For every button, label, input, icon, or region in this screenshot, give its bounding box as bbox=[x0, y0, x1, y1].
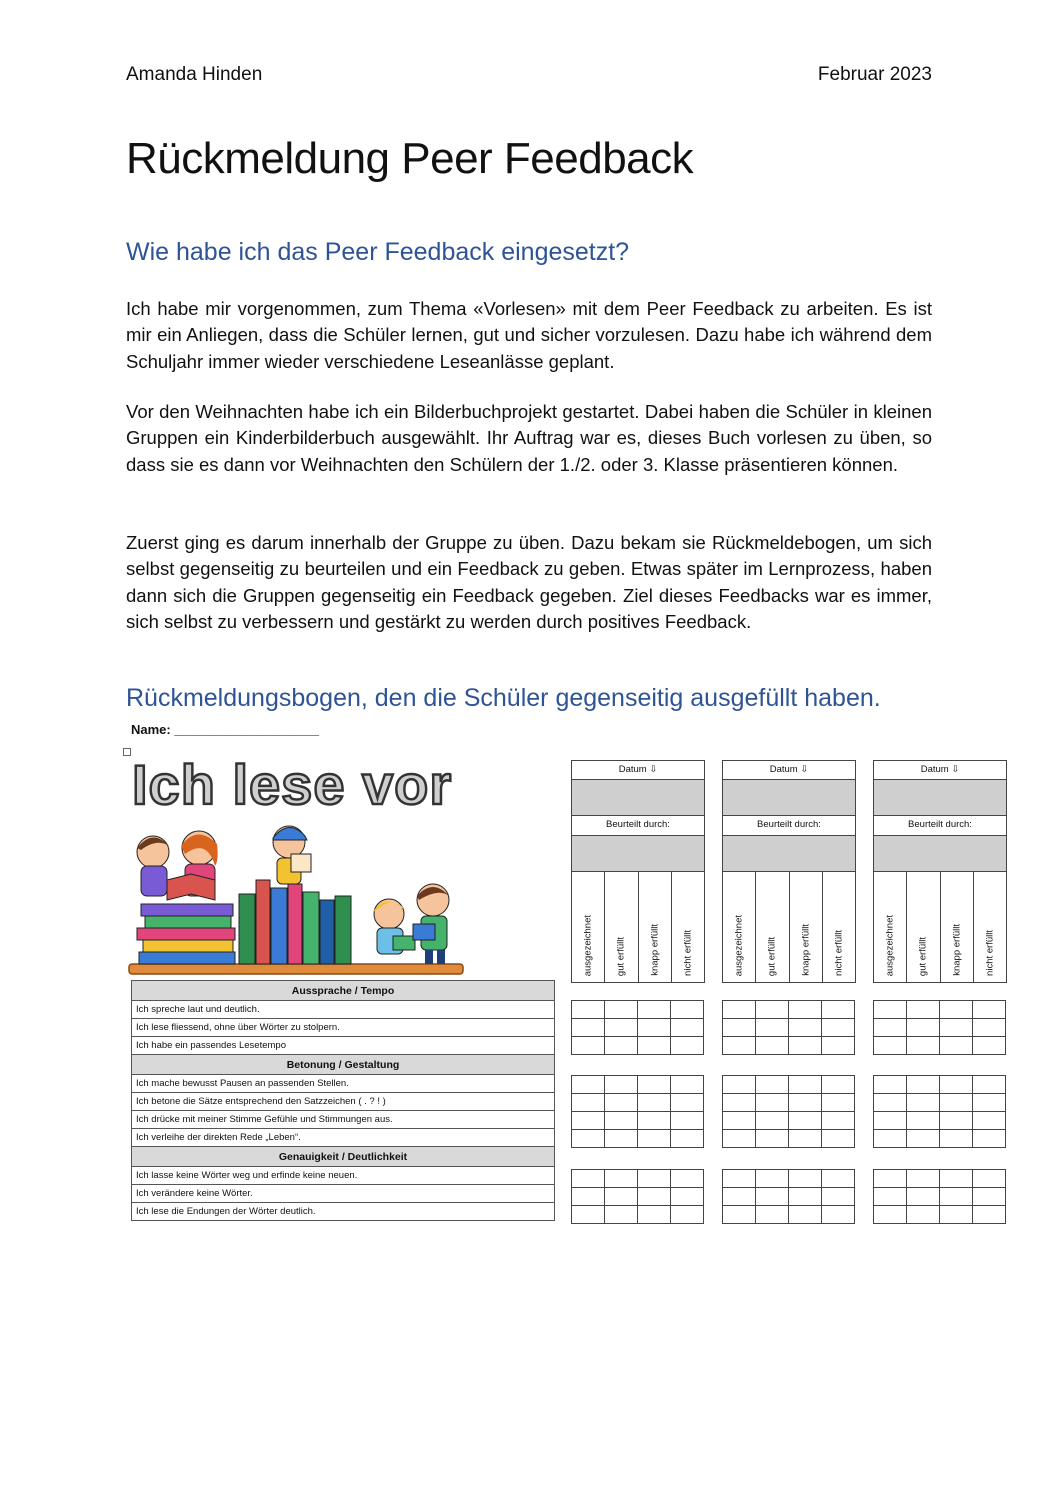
rating-checkbox[interactable] bbox=[874, 1170, 907, 1188]
rating-checkbox[interactable] bbox=[907, 1094, 940, 1112]
criteria-section-title: Genauigkeit / Deutlichkeit bbox=[132, 1147, 555, 1167]
rating-grid bbox=[571, 1169, 704, 1224]
rating-column-label: gut erfüllt bbox=[766, 936, 778, 976]
rating-checkbox[interactable] bbox=[605, 1170, 638, 1188]
rating-column-label: nicht erfüllt bbox=[984, 930, 996, 976]
rating-checkbox[interactable] bbox=[756, 1130, 789, 1148]
section-heading-form: Rückmeldungsbogen, den die Schüler gegenseitig ausgefüllt haben. bbox=[126, 684, 881, 712]
datum-input[interactable] bbox=[722, 780, 856, 816]
rating-checkbox[interactable] bbox=[638, 1019, 671, 1037]
rating-checkbox[interactable] bbox=[907, 1188, 940, 1206]
rating-grid bbox=[722, 1000, 855, 1055]
rating-checkbox[interactable] bbox=[822, 1076, 855, 1094]
rating-checkbox[interactable] bbox=[940, 1206, 973, 1224]
rating-checkbox[interactable] bbox=[572, 1037, 605, 1055]
rating-checkbox[interactable] bbox=[822, 1001, 855, 1019]
rating-checkbox[interactable] bbox=[756, 1037, 789, 1055]
criteria-item: Ich lese die Endungen der Wörter deutlich. bbox=[132, 1203, 555, 1221]
worksheet-title: Ich lese vor bbox=[132, 753, 453, 816]
rating-checkbox[interactable] bbox=[572, 1170, 605, 1188]
rating-checkbox[interactable] bbox=[789, 1206, 822, 1224]
rating-column-headers bbox=[571, 872, 705, 983]
rating-grid bbox=[571, 1000, 704, 1055]
paragraph: Vor den Weihnachten habe ich ein Bilderbuchprojekt gestartet. Dabei haben die Schüler in kleinen Gruppen ein Kinderbilderbuch ausgewählt. Ihr Auftrag war es, dieses Buch vorlesen zu üben, so dass sie es dann vor Weihnachten den Schülern der 1./2. oder 3. Klasse präsentieren können. bbox=[126, 401, 932, 475]
criteria-item: Ich verändere keine Wörter. bbox=[132, 1185, 555, 1203]
rating-checkbox[interactable] bbox=[671, 1094, 704, 1112]
rating-checkbox[interactable] bbox=[940, 1188, 973, 1206]
rating-checkbox[interactable] bbox=[723, 1076, 756, 1094]
rating-checkbox[interactable] bbox=[940, 1170, 973, 1188]
rating-column-headers bbox=[873, 872, 1007, 983]
rating-checkbox[interactable] bbox=[756, 1019, 789, 1037]
rating-checkbox[interactable] bbox=[907, 1001, 940, 1019]
beurteilt-label: Beurteilt durch: bbox=[873, 816, 1007, 836]
criteria-item: Ich mache bewusst Pausen an passenden Stellen. bbox=[132, 1075, 555, 1093]
section-heading-usage: Wie habe ich das Peer Feedback eingesetzt? bbox=[126, 238, 630, 266]
rating-checkbox[interactable] bbox=[723, 1112, 756, 1130]
rating-checkbox[interactable] bbox=[973, 1130, 1006, 1148]
rating-checkbox[interactable] bbox=[756, 1206, 789, 1224]
rating-checkbox[interactable] bbox=[671, 1130, 704, 1148]
rating-grid bbox=[571, 1075, 704, 1148]
datum-input[interactable] bbox=[873, 780, 1007, 816]
rating-checkbox[interactable] bbox=[671, 1037, 704, 1055]
rating-checkbox[interactable] bbox=[638, 1001, 671, 1019]
paragraph: Ich habe mir vorgenommen, zum Thema «Vorlesen» mit dem Peer Feedback zu arbeiten. Es ist mir ein Anliegen, dass die Schüler lernen, gut und sicher vorzulesen. Dazu habe ich während dem Schuljahr immer wieder verschiedene Leseanlässe geplant. bbox=[126, 298, 932, 372]
rating-checkbox[interactable] bbox=[973, 1019, 1006, 1037]
beurteilt-input[interactable] bbox=[571, 836, 705, 872]
criteria-item: Ich habe ein passendes Lesetempo bbox=[132, 1037, 555, 1055]
beurteilt-input[interactable] bbox=[873, 836, 1007, 872]
rating-checkbox[interactable] bbox=[756, 1112, 789, 1130]
rating-checkbox[interactable] bbox=[973, 1188, 1006, 1206]
rating-checkbox[interactable] bbox=[723, 1001, 756, 1019]
rating-checkbox[interactable] bbox=[671, 1019, 704, 1037]
rating-block bbox=[722, 760, 856, 983]
rating-checkbox[interactable] bbox=[789, 1019, 822, 1037]
rating-checkbox[interactable] bbox=[756, 1001, 789, 1019]
rating-checkbox[interactable] bbox=[874, 1001, 907, 1019]
criteria-item: Ich drücke mit meiner Stimme Gefühle und Stimmungen aus. bbox=[132, 1111, 555, 1129]
rating-checkbox[interactable] bbox=[789, 1112, 822, 1130]
rating-grid bbox=[873, 1075, 1006, 1148]
rating-checkbox[interactable] bbox=[671, 1112, 704, 1130]
rating-checkbox[interactable] bbox=[973, 1037, 1006, 1055]
rating-checkbox[interactable] bbox=[638, 1170, 671, 1188]
rating-column-label: gut erfüllt bbox=[615, 936, 627, 976]
rating-checkbox[interactable] bbox=[605, 1019, 638, 1037]
rating-checkbox[interactable] bbox=[973, 1206, 1006, 1224]
rating-column-label: ausgezeichnet bbox=[884, 914, 896, 976]
rating-checkbox[interactable] bbox=[605, 1206, 638, 1224]
rating-checkbox[interactable] bbox=[756, 1076, 789, 1094]
rating-checkbox[interactable] bbox=[789, 1037, 822, 1055]
rating-column-label: nicht erfüllt bbox=[833, 930, 845, 976]
rating-checkbox[interactable] bbox=[907, 1130, 940, 1148]
rating-checkbox[interactable] bbox=[572, 1130, 605, 1148]
rating-checkbox[interactable] bbox=[723, 1037, 756, 1055]
rating-checkbox[interactable] bbox=[723, 1206, 756, 1224]
datum-label: Datum ⇩ bbox=[873, 760, 1007, 780]
criteria-section-title: Aussprache / Tempo bbox=[132, 981, 555, 1001]
rating-checkbox[interactable] bbox=[789, 1076, 822, 1094]
rating-checkbox[interactable] bbox=[756, 1170, 789, 1188]
criteria-item: Ich spreche laut und deutlich. bbox=[132, 1001, 555, 1019]
rating-checkbox[interactable] bbox=[874, 1019, 907, 1037]
criteria-item: Ich betone die Sätze entsprechend den Satzzeichen ( . ? ! ) bbox=[132, 1093, 555, 1111]
rating-checkbox[interactable] bbox=[638, 1112, 671, 1130]
rating-checkbox[interactable] bbox=[822, 1170, 855, 1188]
rating-checkbox[interactable] bbox=[874, 1206, 907, 1224]
rating-checkbox[interactable] bbox=[638, 1076, 671, 1094]
criteria-item: Ich lese fliessend, ohne über Wörter zu stolpern. bbox=[132, 1019, 555, 1037]
rating-checkbox[interactable] bbox=[907, 1019, 940, 1037]
datum-input[interactable] bbox=[571, 780, 705, 816]
datum-label: Datum ⇩ bbox=[722, 760, 856, 780]
rating-grid bbox=[873, 1000, 1006, 1055]
rating-checkbox[interactable] bbox=[605, 1112, 638, 1130]
rating-checkbox[interactable] bbox=[638, 1188, 671, 1206]
rating-checkbox[interactable] bbox=[671, 1076, 704, 1094]
rating-checkbox[interactable] bbox=[822, 1094, 855, 1112]
rating-checkbox[interactable] bbox=[940, 1094, 973, 1112]
criteria-item: Ich lasse keine Wörter weg und erfinde keine neuen. bbox=[132, 1167, 555, 1185]
rating-block bbox=[571, 760, 705, 983]
rating-checkbox[interactable] bbox=[723, 1019, 756, 1037]
rating-column-label: knapp erfüllt bbox=[649, 924, 661, 976]
rating-checkbox[interactable] bbox=[822, 1130, 855, 1148]
rating-checkbox[interactable] bbox=[756, 1188, 789, 1206]
rating-checkbox[interactable] bbox=[907, 1112, 940, 1130]
rating-checkbox[interactable] bbox=[907, 1206, 940, 1224]
rating-checkbox[interactable] bbox=[874, 1130, 907, 1148]
rating-checkbox[interactable] bbox=[973, 1076, 1006, 1094]
rating-block bbox=[873, 760, 1007, 983]
rating-checkbox[interactable] bbox=[723, 1130, 756, 1148]
rating-checkbox[interactable] bbox=[874, 1076, 907, 1094]
rating-checkbox[interactable] bbox=[940, 1076, 973, 1094]
datum-label: Datum ⇩ bbox=[571, 760, 705, 780]
beurteilt-label: Beurteilt durch: bbox=[571, 816, 705, 836]
rating-checkbox[interactable] bbox=[907, 1076, 940, 1094]
rating-checkbox[interactable] bbox=[572, 1001, 605, 1019]
criteria-item: Ich verleihe der direkten Rede „Leben“. bbox=[132, 1129, 555, 1147]
rating-grid bbox=[722, 1169, 855, 1224]
rating-checkbox[interactable] bbox=[605, 1188, 638, 1206]
rating-checkbox[interactable] bbox=[638, 1037, 671, 1055]
rating-checkbox[interactable] bbox=[789, 1188, 822, 1206]
rating-checkbox[interactable] bbox=[605, 1076, 638, 1094]
rating-checkbox[interactable] bbox=[874, 1094, 907, 1112]
rating-column-label: knapp erfüllt bbox=[951, 924, 963, 976]
rating-checkbox[interactable] bbox=[723, 1188, 756, 1206]
paragraph: Zuerst ging es darum innerhalb der Gruppe zu üben. Dazu bekam sie Rückmeldebogen, um sich selbst gegenseitig zu beurteilen und ein Feedback zu geben. Etwas später im Lernprozess, haben dann sich die Gruppen gegenseitig ein Feedback gegeben. Ziel dieses Feedbacks war es immer, sich selbst zu verbessern und gestärkt zu werden durch positives Feedback. bbox=[126, 532, 932, 632]
author-name: Amanda Hinden bbox=[126, 64, 263, 85]
rating-checkbox[interactable] bbox=[940, 1130, 973, 1148]
rating-checkbox[interactable] bbox=[638, 1206, 671, 1224]
rating-checkbox[interactable] bbox=[940, 1112, 973, 1130]
rating-checkbox[interactable] bbox=[973, 1170, 1006, 1188]
rating-checkbox[interactable] bbox=[572, 1112, 605, 1130]
rating-checkbox[interactable] bbox=[907, 1037, 940, 1055]
rating-checkbox[interactable] bbox=[605, 1037, 638, 1055]
rating-checkbox[interactable] bbox=[723, 1170, 756, 1188]
rating-checkbox[interactable] bbox=[638, 1094, 671, 1112]
rating-grid bbox=[873, 1169, 1006, 1224]
rating-checkbox[interactable] bbox=[723, 1094, 756, 1112]
rating-checkbox[interactable] bbox=[973, 1094, 1006, 1112]
rating-column-label: ausgezeichnet bbox=[582, 914, 594, 976]
beurteilt-input[interactable] bbox=[722, 836, 856, 872]
rating-checkbox[interactable] bbox=[874, 1037, 907, 1055]
rating-column-label: knapp erfüllt bbox=[800, 924, 812, 976]
criteria-table bbox=[131, 980, 555, 1221]
rating-checkbox[interactable] bbox=[973, 1001, 1006, 1019]
rating-column-label: nicht erfüllt bbox=[682, 930, 694, 976]
rating-checkbox[interactable] bbox=[907, 1170, 940, 1188]
children-reading-illustration bbox=[127, 820, 467, 980]
rating-checkbox[interactable] bbox=[822, 1037, 855, 1055]
rating-checkbox[interactable] bbox=[940, 1019, 973, 1037]
rating-column-headers bbox=[722, 872, 856, 983]
document-date: Februar 2023 bbox=[817, 64, 932, 85]
rating-checkbox[interactable] bbox=[671, 1188, 704, 1206]
rating-checkbox[interactable] bbox=[671, 1170, 704, 1188]
rating-checkbox[interactable] bbox=[973, 1112, 1006, 1130]
rating-checkbox[interactable] bbox=[789, 1094, 822, 1112]
anchor-mark bbox=[123, 748, 131, 756]
rating-checkbox[interactable] bbox=[874, 1188, 907, 1206]
rating-checkbox[interactable] bbox=[940, 1001, 973, 1019]
rating-checkbox[interactable] bbox=[789, 1130, 822, 1148]
rating-checkbox[interactable] bbox=[756, 1094, 789, 1112]
rating-checkbox[interactable] bbox=[671, 1001, 704, 1019]
rating-checkbox[interactable] bbox=[789, 1001, 822, 1019]
rating-column-label: ausgezeichnet bbox=[733, 914, 745, 976]
rating-column-label: gut erfüllt bbox=[917, 936, 929, 976]
rating-checkbox[interactable] bbox=[572, 1206, 605, 1224]
criteria-section-title: Betonung / Gestaltung bbox=[132, 1055, 555, 1075]
rating-checkbox[interactable] bbox=[572, 1019, 605, 1037]
name-field-label: Name: ____________________ bbox=[131, 722, 319, 737]
rating-checkbox[interactable] bbox=[671, 1206, 704, 1224]
rating-checkbox[interactable] bbox=[605, 1094, 638, 1112]
rating-checkbox[interactable] bbox=[822, 1206, 855, 1224]
rating-checkbox[interactable] bbox=[605, 1001, 638, 1019]
rating-checkbox[interactable] bbox=[572, 1188, 605, 1206]
rating-grid bbox=[722, 1075, 855, 1148]
rating-checkbox[interactable] bbox=[789, 1170, 822, 1188]
page-title: Rückmeldung Peer Feedback bbox=[126, 134, 694, 183]
rating-checkbox[interactable] bbox=[605, 1130, 638, 1148]
rating-checkbox[interactable] bbox=[572, 1094, 605, 1112]
rating-checkbox[interactable] bbox=[822, 1019, 855, 1037]
rating-checkbox[interactable] bbox=[874, 1112, 907, 1130]
rating-checkbox[interactable] bbox=[822, 1188, 855, 1206]
rating-checkbox[interactable] bbox=[940, 1037, 973, 1055]
rating-checkbox[interactable] bbox=[572, 1076, 605, 1094]
rating-checkbox[interactable] bbox=[822, 1112, 855, 1130]
rating-checkbox[interactable] bbox=[638, 1130, 671, 1148]
beurteilt-label: Beurteilt durch: bbox=[722, 816, 856, 836]
